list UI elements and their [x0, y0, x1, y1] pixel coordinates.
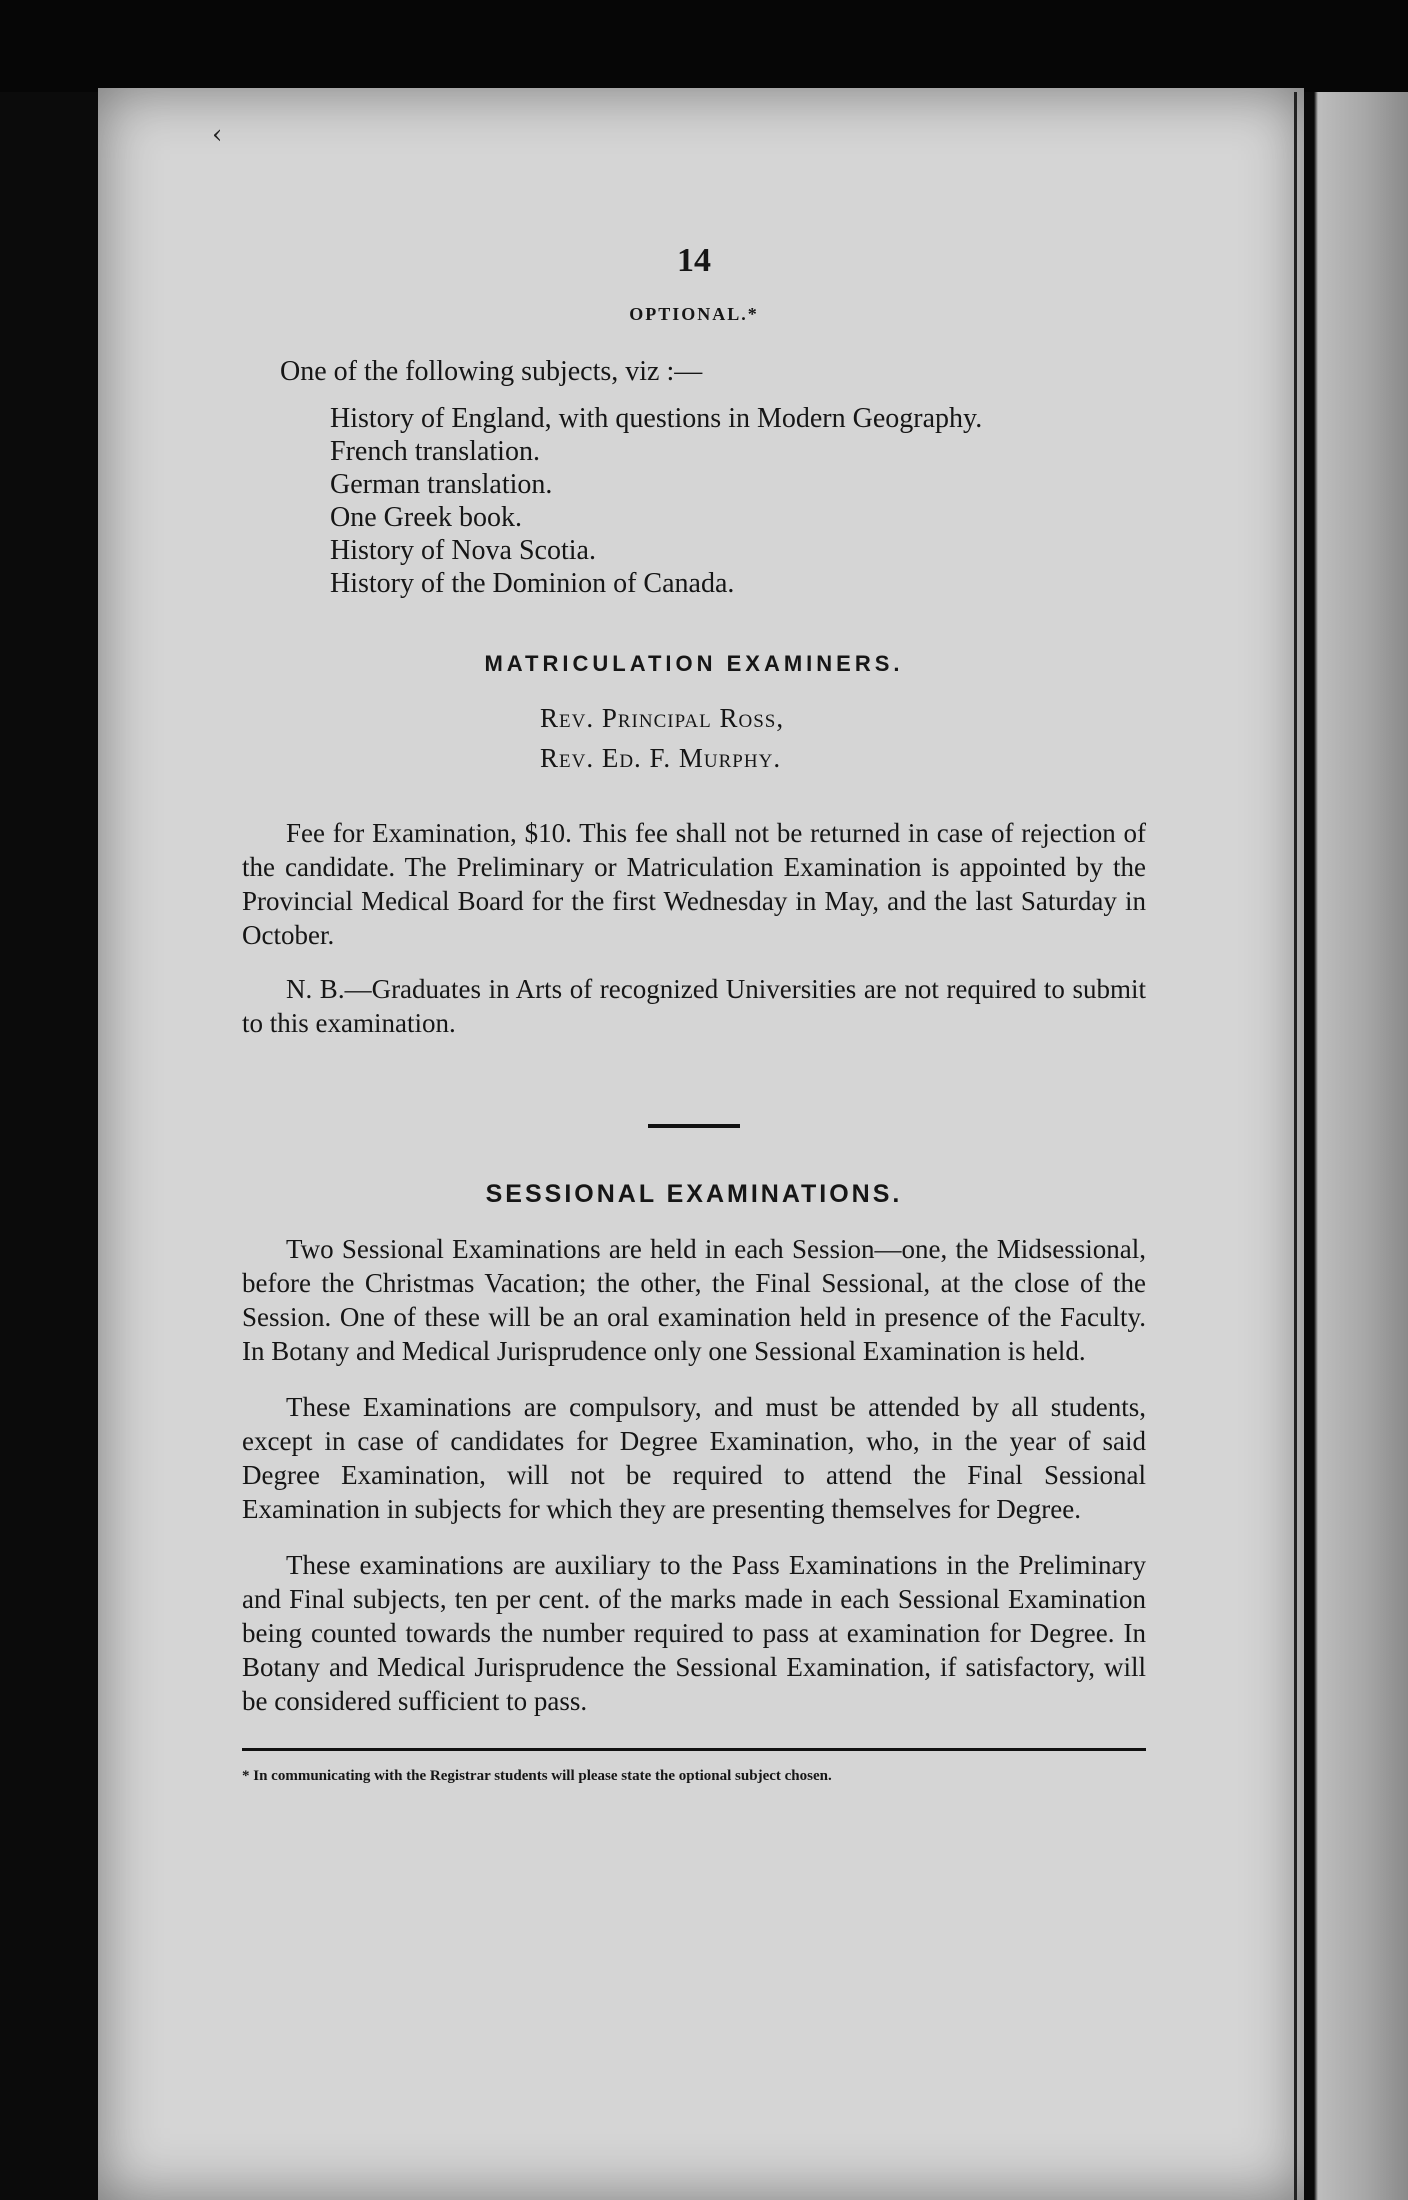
- examiner-name: Rev. Ed. F. Murphy.: [540, 743, 782, 773]
- sessional-paragraph: Two Sessional Examinations are held in each Session—one, the Midsessional, before the Christmas Vacation; the other, the Final Sessional, at the close of the Session. One of these will be an oral examination held in presence of the Faculty. In Botany and Medical Jurisprudence only one Sessional Examination is held.: [242, 1234, 1146, 1366]
- list-item: French translation.: [330, 436, 540, 467]
- sessional-paragraph: These examinations are auxiliary to the Pass Examinations in the Preliminary and Final subjects, ten per cent. of the marks made in each Sessional Examination being counted towards the number required to pass at examination for Degree. In Botany and Medical Jurisprudence the Sessional Examination, if satisfactory, will be considered sufficient to pass.: [242, 1550, 1146, 1716]
- list-item: History of Nova Scotia.: [330, 535, 596, 566]
- list-item: German translation.: [330, 469, 553, 500]
- nb-paragraph: N. B.—Graduates in Arts of recognized Universities are not required to submit to this examination.: [242, 974, 1146, 1038]
- optional-heading: OPTIONAL.*: [629, 304, 759, 324]
- section-divider: [648, 1124, 740, 1128]
- optional-intro: One of the following subjects, viz :—: [280, 356, 703, 387]
- scan-top-border: [0, 0, 1408, 92]
- list-item: One Greek book.: [330, 502, 523, 533]
- sessional-examinations-heading: SESSIONAL EXAMINATIONS.: [485, 1180, 903, 1208]
- list-item: History of the Dominion of Canada.: [330, 568, 735, 599]
- book-spine-shadow: [1294, 92, 1297, 2200]
- list-item: History of England, with questions in Modern Geography.: [330, 403, 983, 434]
- adjacent-page-edge: [1304, 92, 1408, 2200]
- sessional-paragraph: These Examinations are compulsory, and must be attended by all students, except in case of candidates for Degree Examination, who, in the year of said Degree Examination, will not be required to attend the Final Sessional Examination in subjects for which they are presenting themselves for Degree.: [242, 1392, 1146, 1524]
- page-number: 14: [677, 242, 711, 279]
- ink-mark-icon: ‹: [212, 120, 223, 150]
- examiner-name: Rev. Principal Ross,: [540, 703, 785, 733]
- optional-subject-list: [242, 402, 1146, 600]
- footnote-rule: [242, 1748, 1146, 1751]
- matriculation-examiners-heading: MATRICULATION EXAMINERS.: [484, 651, 904, 676]
- footnote: * In communicating with the Registrar students will please state the optional subject chosen.: [242, 1768, 832, 1784]
- fee-paragraph: Fee for Examination, $10. This fee shall not be returned in case of rejection of the candidate. The Preliminary or Matriculation Examination is appointed by the Provincial Medical Board for the first Wednesday in May, and the last Saturday in October.: [242, 818, 1146, 950]
- examiner-list: [242, 698, 1146, 778]
- page-content: [242, 236, 1146, 1788]
